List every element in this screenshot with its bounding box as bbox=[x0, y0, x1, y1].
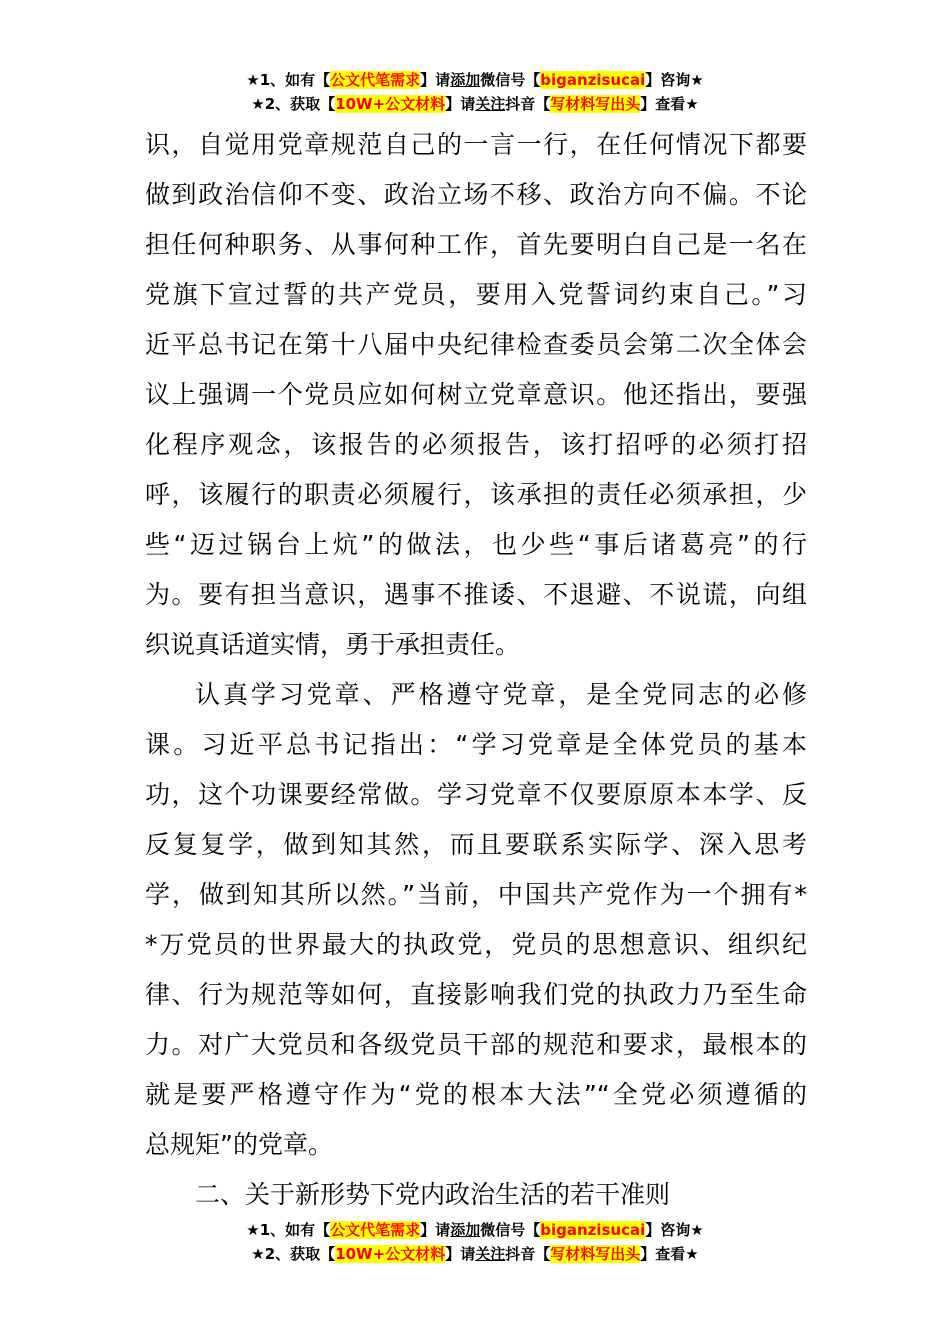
body-line: 律、行为规范等如何，直接影响我们党的执政力乃至生命 bbox=[145, 980, 807, 1009]
banner-text: 抖音【 bbox=[505, 95, 551, 113]
banner-highlight: 写材料写出头 bbox=[550, 95, 641, 113]
body-line: 功，这个功课要经常做。学习党章不仅要原原本本学、反 bbox=[145, 780, 807, 809]
banner-underlined-text: 添加 bbox=[450, 71, 481, 89]
banner-highlight: 10W+公文材料 bbox=[335, 95, 446, 113]
banner-line-2 bbox=[0, 1242, 950, 1266]
body-line: 就是要严格遵守作为“党的根本大法”“全党必须遵循的 bbox=[145, 1080, 807, 1109]
banner-text: 】查看★ bbox=[640, 95, 699, 113]
body-line: 化程序观念，该报告的必须报告，该打招呼的必须打招 bbox=[145, 430, 807, 459]
body-line: 总规矩”的党章。 bbox=[145, 1130, 333, 1159]
body-line: 党旗下宣过誓的共产党员，要用入党誓词约束自己。”习 bbox=[145, 280, 807, 309]
section-heading: 二、关于新形势下党内政治生活的若干准则 bbox=[195, 1180, 671, 1209]
banner-highlight: 10W+公文材料 bbox=[335, 1245, 446, 1263]
banner-text: ★1、如有【 bbox=[246, 71, 331, 89]
banner-text: 】请 bbox=[445, 95, 476, 113]
banner-text: 抖音【 bbox=[505, 1245, 551, 1263]
banner-text: ★2、获取【 bbox=[251, 1245, 336, 1263]
document-body bbox=[145, 120, 807, 1220]
banner-line-1 bbox=[0, 1218, 950, 1242]
banner-line-1 bbox=[0, 68, 950, 92]
body-line: 些“迈过锅台上炕”的做法，也少些“事后诸葛亮”的行 bbox=[145, 530, 807, 559]
footer-banner bbox=[0, 1218, 950, 1266]
body-line: 反复复学，做到知其然，而且要联系实际学、深入思考 bbox=[145, 830, 807, 859]
paragraph-start-line: 认真学习党章、严格遵守党章，是全党同志的必修 bbox=[195, 680, 807, 709]
banner-underlined-text: 添加 bbox=[450, 1221, 481, 1239]
banner-highlight: biganzisucai bbox=[540, 1221, 646, 1239]
banner-text: ★2、获取【 bbox=[251, 95, 336, 113]
body-line: 课。习近平总书记指出：“学习党章是全体党员的基本 bbox=[145, 730, 807, 759]
banner-text: ★1、如有【 bbox=[246, 1221, 331, 1239]
body-line: *万党员的世界最大的执政党，党员的思想意识、组织纪 bbox=[145, 930, 807, 959]
body-line: 力。对广大党员和各级党员干部的规范和要求，最根本的 bbox=[145, 1030, 807, 1059]
body-line: 学，做到知其所以然。”当前，中国共产党作为一个拥有* bbox=[145, 880, 807, 909]
banner-text: 】请 bbox=[445, 1245, 476, 1263]
banner-text: 】咨询★ bbox=[645, 71, 704, 89]
banner-underlined-text: 关注 bbox=[475, 95, 506, 113]
body-line: 为。要有担当意识，遇事不推诿、不退避、不说谎，向组 bbox=[145, 580, 807, 609]
banner-highlight: 公文代笔需求 bbox=[330, 1221, 421, 1239]
body-line: 议上强调一个党员应如何树立党章意识。他还指出，要强 bbox=[145, 380, 807, 409]
banner-underlined-text: 关注 bbox=[475, 1245, 506, 1263]
banner-highlight: 写材料写出头 bbox=[550, 1245, 641, 1263]
header-banner bbox=[0, 68, 950, 116]
body-line: 织说真话道实情，勇于承担责任。 bbox=[145, 630, 521, 659]
body-line: 识，自觉用党章规范自己的一言一行，在任何情况下都要 bbox=[145, 130, 807, 159]
body-line: 近平总书记在第十八届中央纪律检查委员会第二次全体会 bbox=[145, 330, 807, 359]
banner-text: 】查看★ bbox=[640, 1245, 699, 1263]
banner-text: 微信号【 bbox=[480, 1221, 541, 1239]
body-line: 做到政治信仰不变、政治立场不移、政治方向不偏。不论 bbox=[145, 180, 807, 209]
banner-text: 】咨询★ bbox=[645, 1221, 704, 1239]
banner-text: 】请 bbox=[420, 1221, 451, 1239]
banner-text: 微信号【 bbox=[480, 71, 541, 89]
body-line: 担任何种职务、从事何种工作，首先要明白自己是一名在 bbox=[145, 230, 807, 259]
body-line: 呼，该履行的职责必须履行，该承担的责任必须承担，少 bbox=[145, 480, 807, 509]
banner-highlight: 公文代笔需求 bbox=[330, 71, 421, 89]
banner-highlight: biganzisucai bbox=[540, 71, 646, 89]
banner-line-2 bbox=[0, 92, 950, 116]
banner-text: 】请 bbox=[420, 71, 451, 89]
